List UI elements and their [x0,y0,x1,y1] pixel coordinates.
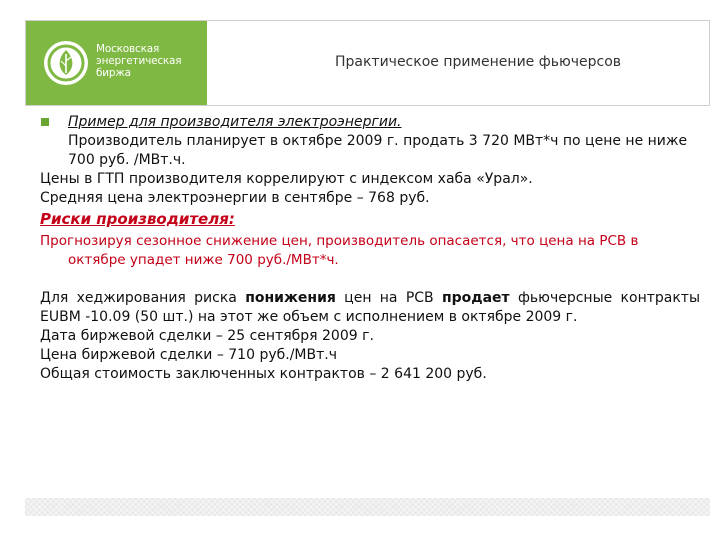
average-price-line: Средняя цена электроэнергии в сентябре – 768 руб. [40,190,430,206]
hedging-text-2: цен на РСВ [335,290,442,306]
logo-line-1: Московская [96,43,160,55]
slide-title: Практическое применение фьючерсов [334,54,622,70]
logo-leaf-icon [42,39,90,87]
example-heading: Пример для производителя электроэнергии. [68,114,402,130]
exchange-logo [26,21,207,105]
example-text: Производитель планирует в октябре 2009 г. продать 3 720 МВт*ч по цене не ниже 700 руб. /МВт.ч. [68,133,688,168]
risks-heading: Риски производителя: [40,210,235,228]
prices-correlation-line: Цены в ГТП производителя коррелируют с индексом хаба «Урал». [40,171,533,187]
hedging-paragraph [40,289,700,327]
logo-text [96,43,204,79]
logo-line-3: биржа [96,67,131,79]
risks-text: Прогнозируя сезонное снижение цен, производитель опасается, что цена на РСВ в октябре упадет ниже 700 руб./МВт*ч. [40,233,639,268]
hedging-text-3: фьючерсные контракты EUBM -10.09 (50 шт.) на этот же объем с исполнением в октябре 2009 г. [40,290,701,325]
hedging-text-1: Для хеджирования риска [40,290,246,306]
slide-header [25,20,710,106]
square-bullet-icon [41,118,49,126]
hedging-bold-decrease: понижения [245,290,336,306]
deal-date-line: Дата биржевой сделки – 25 сентября 2009 г. [40,328,374,344]
total-cost-line: Общая стоимость заключенных контрактов – 2 641 200 руб. [40,366,487,382]
deal-price-line: Цена биржевой сделки – 710 руб./МВт.ч [40,347,337,363]
footer-pattern-band [25,498,710,516]
hedging-bold-sells: продает [441,290,510,306]
spacer [40,270,700,289]
logo-line-2: энергетическая [96,55,182,67]
example-bullet [40,113,700,170]
slide-content [40,113,700,384]
